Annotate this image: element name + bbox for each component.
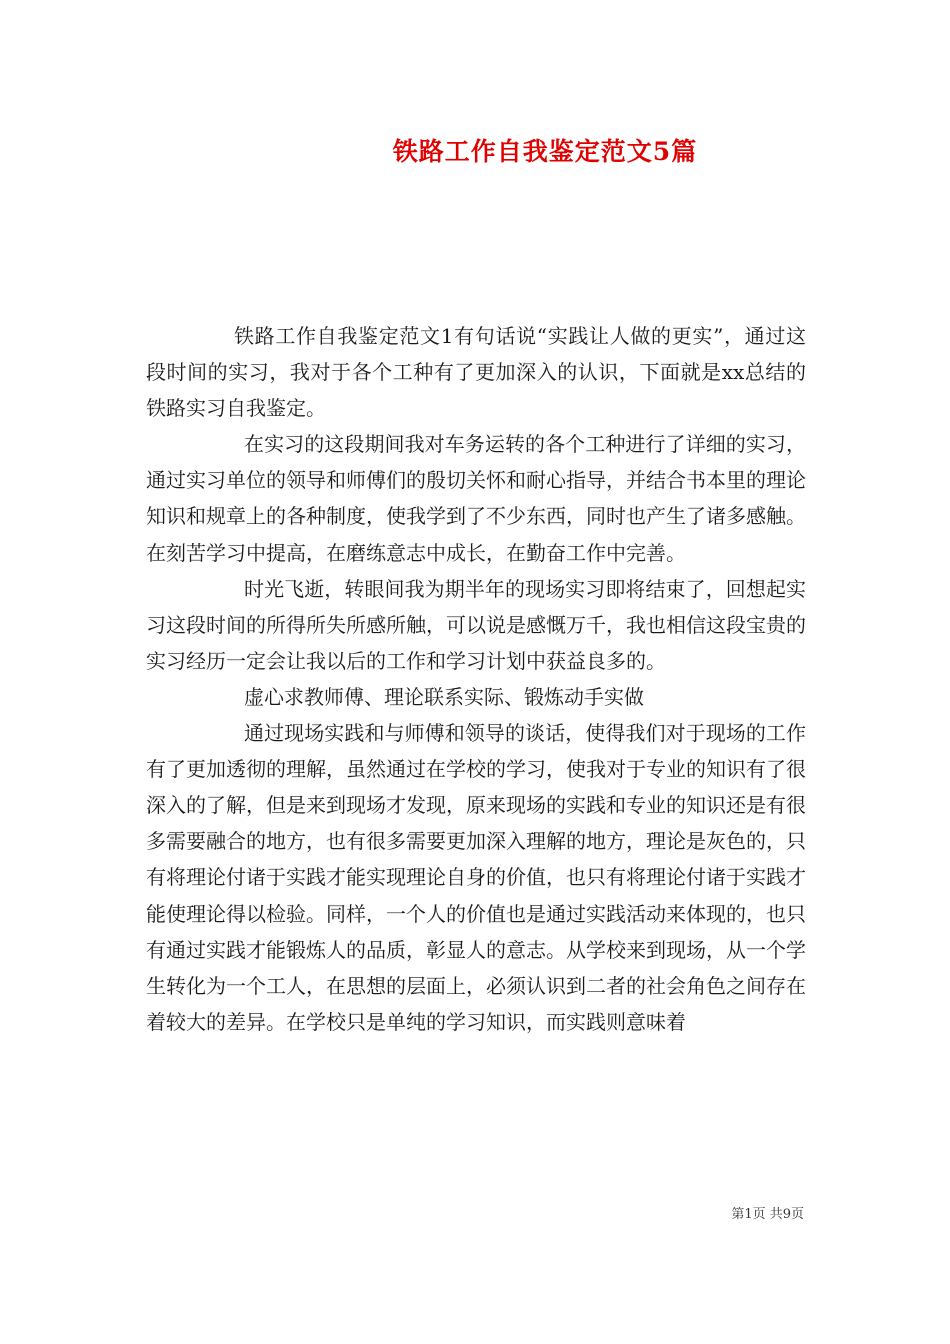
paragraph-2: 在实习的这段期间我对车务运转的各个工种进行了详细的实习，通过实习单位的领导和师傅们的殷切关怀和耐心指导，并结合书本里的理论知识和规章上的各种制度，使我学到了不少东西，同时也产生了诸多感触。在刻苦学习中提高，在磨练意志中成长，在勤奋工作中完善。 xyxy=(146,432,806,565)
paragraph-1: 铁路工作自我鉴定范文1有句话说“实践让人做的更实”，通过这段时间的实习，我对于各个工种有了更加深入的认识，下面就是xx总结的铁路实习自我鉴定。 xyxy=(146,324,806,421)
paragraph-3: 时光飞逝，转眼间我为期半年的现场实习即将结束了，回想起实习这段时间的所得所失所感所触，可以说是感慨万千，我也相信这段宝贵的实习经历一定会让我以后的工作和学习计划中获益良多的。 xyxy=(146,576,806,673)
document-title: 铁路工作自我鉴定范文5篇 xyxy=(392,137,698,166)
paragraph-4: 通过现场实践和与师傅和领导的谈话，使得我们对于现场的工作有了更加透彻的理解，虽然通过在学校的学习，使我对于专业的知识有了很深入的了解，但是来到现场才发现，原来现场的实践和专业的知识还是有很多需要融合的地方，也有很多需要更加深入理解的地方，理论是灰色的，只有将理论付诸于实践才能实现理论自身的价值，也只有将理论付诸于实践才能使理论得以检验。同样，一个人的价值也是通过实践活动来体现的，也只有通过实践才能锻炼人的品质，彰显人的意志。从学校来到现场，从一个学生转化为一个工人，在思想的层面上，必须认识到二者的社会角色之间存在着较大的差异。在学校只是单纯的学习知识，而实践则意味着 xyxy=(146,721,806,1034)
section-heading: 虚心求教师傅、理论联系实际、锻炼动手实做 xyxy=(244,684,644,709)
document-body xyxy=(146,318,806,1040)
page-number: 第1页 共9页 xyxy=(731,1207,804,1222)
